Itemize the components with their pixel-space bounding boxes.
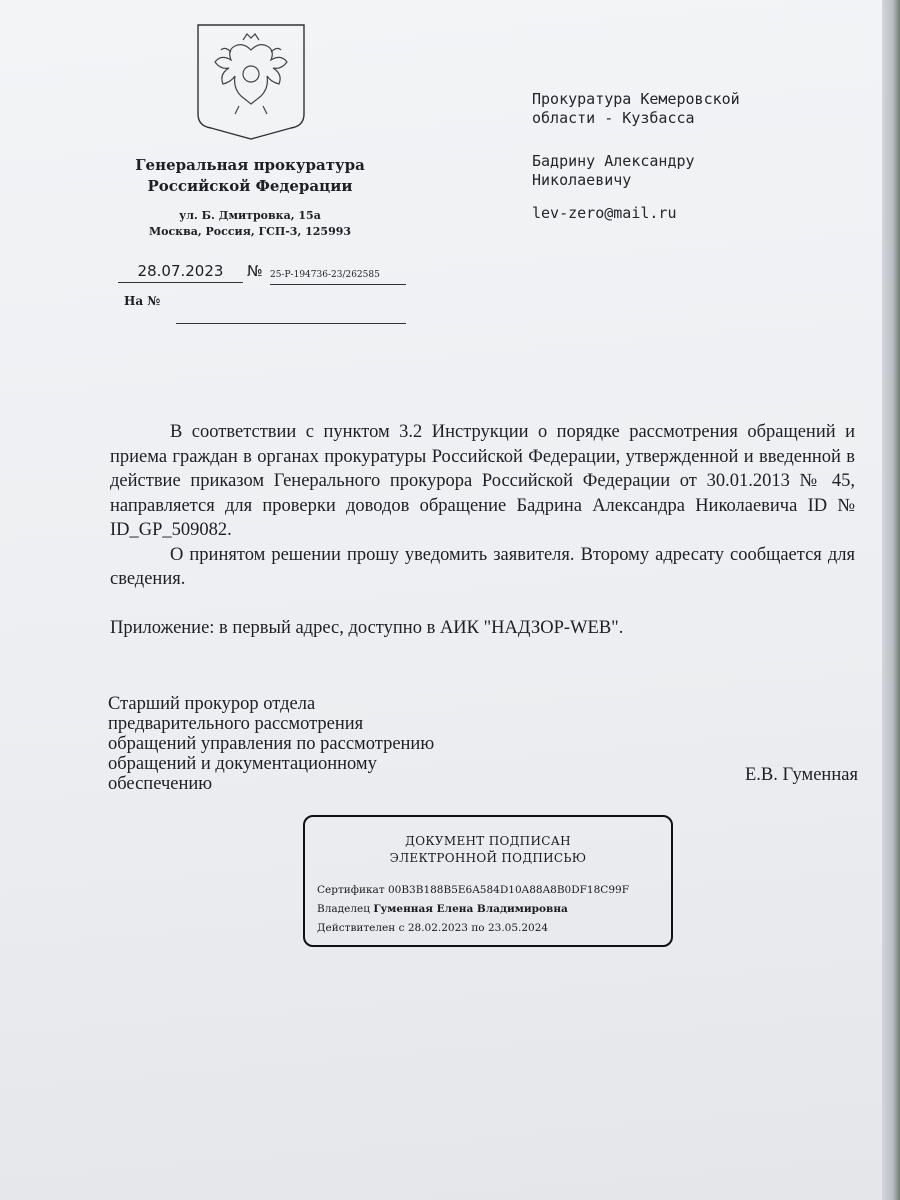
signer-name: Е.В. Гуменная <box>745 765 858 785</box>
document-date: 28.07.2023 <box>118 262 243 283</box>
document-number: 25-Р-194736-23/262585 <box>270 270 406 285</box>
issuer-address <box>120 208 380 240</box>
recipient-email: lev-zero@mail.ru <box>532 204 677 222</box>
letter-body <box>110 420 855 592</box>
owner-value: Гуменная Елена Владимировна <box>373 903 568 915</box>
recipient-line-2: области - Кузбасса <box>532 109 695 127</box>
certificate-value: 00B3B188B5E6A584D10A88A8B0DF18C99F <box>387 884 629 896</box>
valid-to-label: по <box>471 922 485 934</box>
electronic-signature-stamp <box>303 815 673 947</box>
valid-to-date: 23.05.2024 <box>487 922 549 934</box>
recipient-line-3: Бадрину Александру <box>532 152 695 170</box>
signer-title-line-3: обращений управления по рассмотрению <box>108 734 435 754</box>
signer-title-line-4: обращений и документационному <box>108 754 377 774</box>
stamp-title <box>305 833 671 867</box>
validity-label: Действителен <box>317 922 396 934</box>
stamp-owner-row <box>317 900 629 919</box>
stamp-validity-row <box>317 919 629 938</box>
signer-title-line-5: обеспечению <box>108 774 213 794</box>
page-edge-shadow <box>882 0 900 1200</box>
issuer-organization <box>100 155 400 197</box>
signer-title <box>108 694 434 794</box>
coat-of-arms-icon <box>195 22 307 142</box>
attachment-note: Приложение: в первый адрес, доступно в АИК "НАДЗОР-WEB". <box>110 618 624 638</box>
reference-label: На № <box>124 294 161 308</box>
signer-title-line-1: Старший прокурор отдела <box>108 694 316 714</box>
address-line-1: ул. Б. Дмитровка, 15а <box>179 209 321 222</box>
stamp-title-line-2: ЭЛЕКТРОННОЙ ПОДПИСЬЮ <box>389 851 587 865</box>
owner-label: Владелец <box>317 903 370 915</box>
recipient-line-1: Прокуратура Кемеровской <box>532 90 740 108</box>
certificate-label: Сертификат <box>317 884 385 896</box>
valid-from-date: 28.02.2023 <box>407 922 468 934</box>
reference-line <box>176 323 406 324</box>
address-line-2: Москва, Россия, ГСП-3, 125993 <box>148 225 352 238</box>
signer-title-line-2: предварительного рассмотрения <box>108 714 364 734</box>
stamp-title-line-1: ДОКУМЕНТ ПОДПИСАН <box>405 834 571 848</box>
org-line-2: Российской Федерации <box>147 177 353 195</box>
recipient-block <box>532 90 740 223</box>
stamp-details <box>317 881 629 938</box>
recipient-line-4: Николаевичу <box>532 171 632 189</box>
valid-from-label: с <box>398 922 405 934</box>
body-paragraph-1: В соответствии с пунктом 3.2 Инструкции о порядке рассмотрения обращений и приема граждан в органах прокуратуры Российской Федерации, утвержденной и введенной в действие приказом Генерального прокурора Российской Федерации от 30.01.2013 № 45, направляется для проверки доводов обращение Бадрина Александра Николаевича ID № ID_GP_509082. <box>110 422 855 540</box>
number-label: № <box>247 262 263 280</box>
stamp-certificate-row <box>317 881 629 900</box>
org-line-1: Генеральная прокуратура <box>135 156 365 174</box>
body-paragraph-2: О принятом решении прошу уведомить заявителя. Второму адресату сообщается для сведения. <box>110 544 855 589</box>
